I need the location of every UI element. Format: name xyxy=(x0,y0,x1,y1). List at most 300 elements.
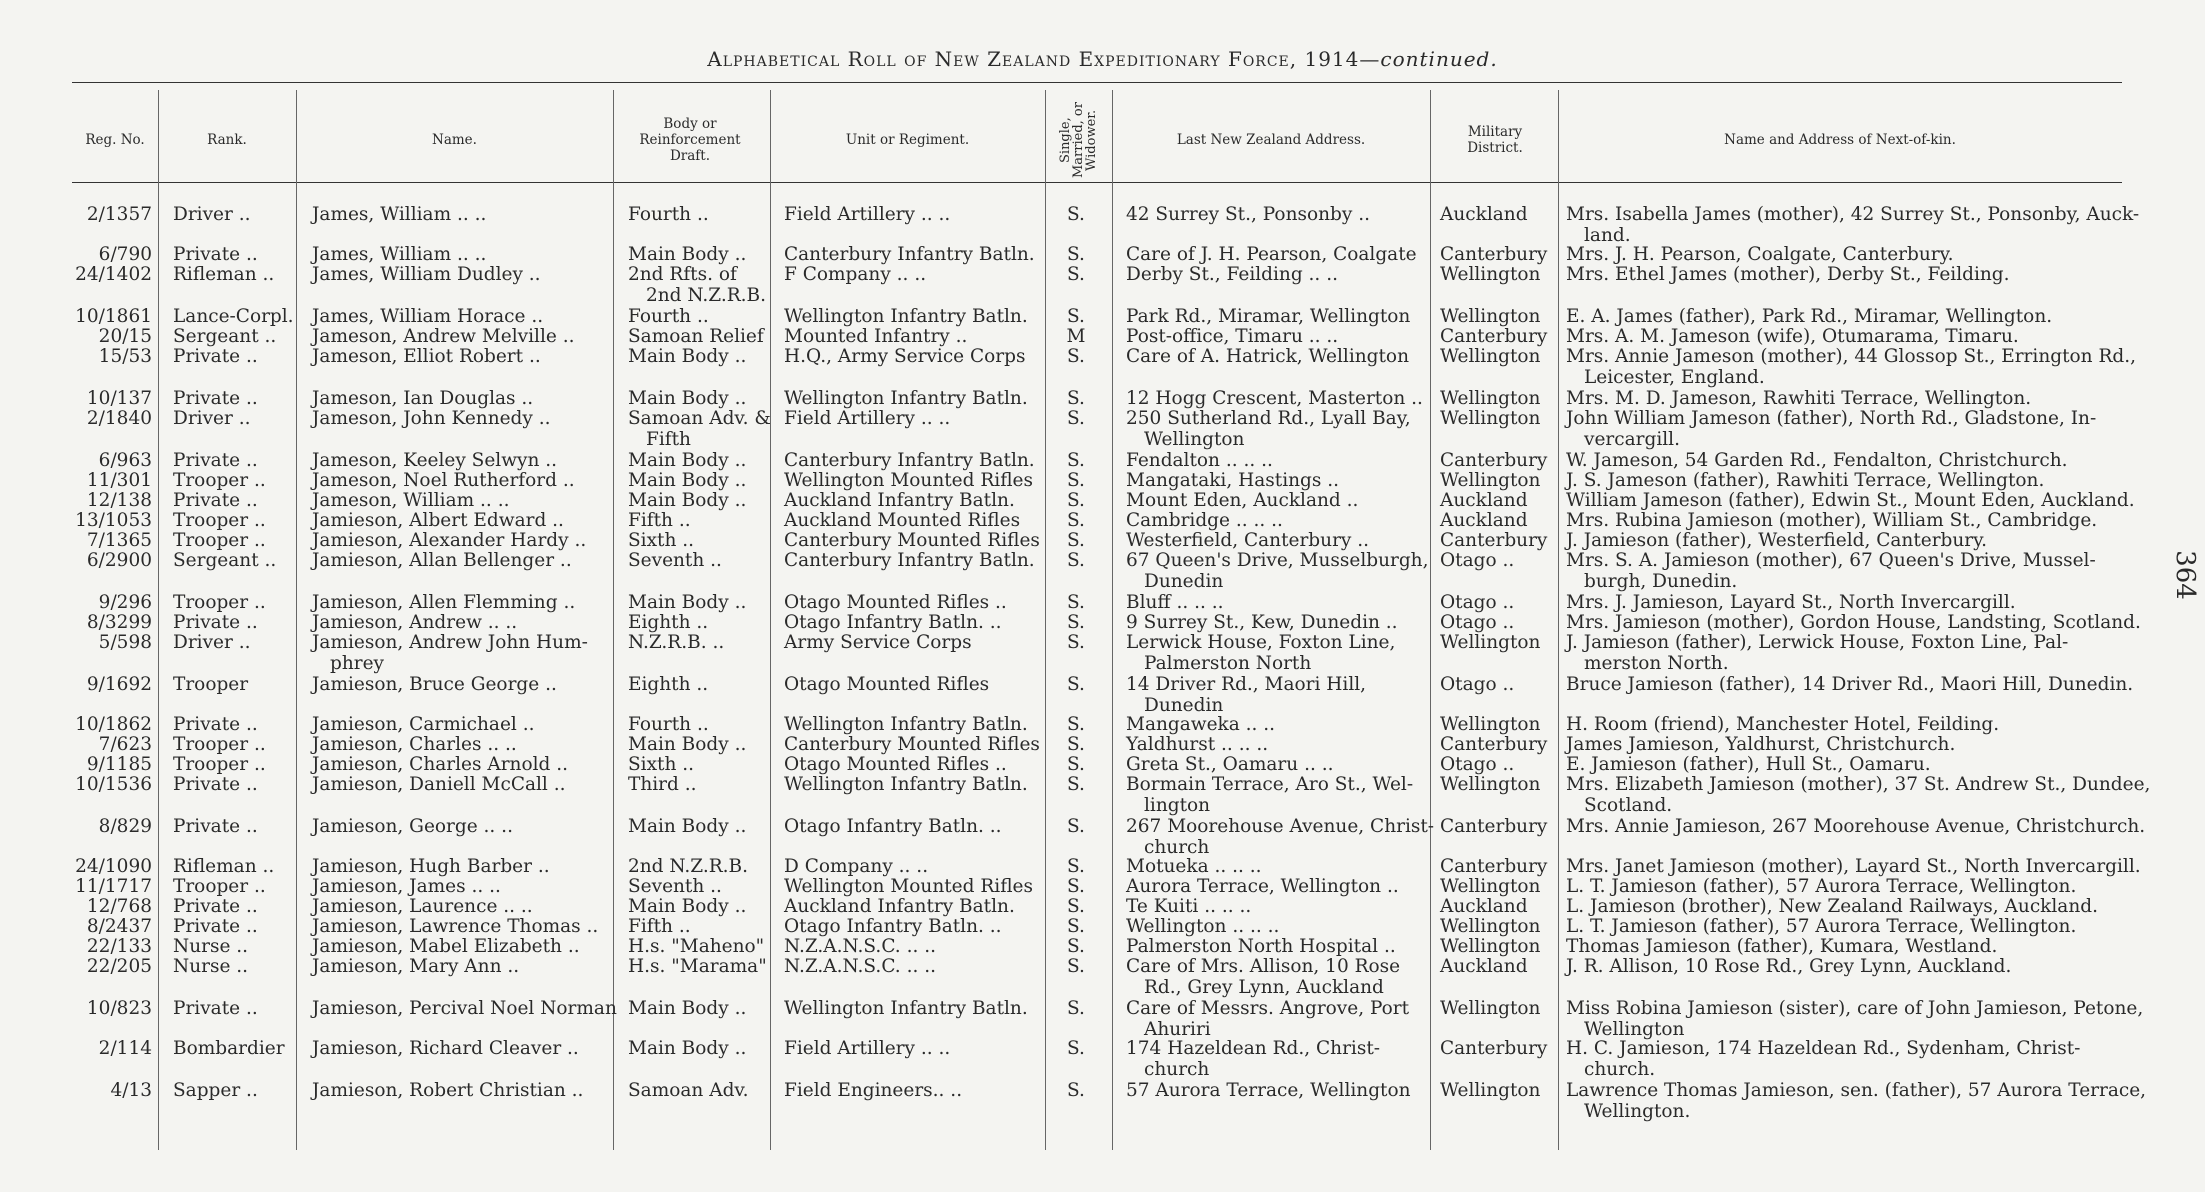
cell-reg: 7/623 xyxy=(98,734,152,755)
cell-name: Jamieson, Bruce George .. xyxy=(312,674,557,695)
cell-body: 2nd N.Z.R.B. xyxy=(628,856,748,877)
cell-kin: Mrs. S. A. Jamieson (mother), 67 Queen's Drive, Mussel- burgh, Dunedin. xyxy=(1566,550,2096,592)
cell-addr: Wellington .. .. .. xyxy=(1126,916,1280,937)
cell-body: Eighth .. xyxy=(628,674,709,695)
cell-name: Jamieson, Laurence .. .. xyxy=(312,896,533,917)
top-rule xyxy=(72,82,2122,83)
cell-smw: S. xyxy=(1067,530,1085,551)
cell-kin: Mrs. Janet Jamieson (mother), Layard St., North Invercargill. xyxy=(1566,856,2141,877)
cell-dist: Auckland xyxy=(1440,204,1528,225)
cell-kin: James Jamieson, Yaldhurst, Christchurch. xyxy=(1566,734,1956,755)
cell-rank: Private .. xyxy=(173,346,258,367)
cell-kin: H. Room (friend), Manchester Hotel, Feilding. xyxy=(1566,714,2000,735)
cell-addr: Yaldhurst .. .. .. xyxy=(1126,734,1269,755)
cell-rank: Lance-Corpl. xyxy=(173,306,294,327)
cell-smw: S. xyxy=(1067,998,1085,1019)
cell-reg: 2/114 xyxy=(98,1038,152,1059)
cell-unit: Wellington Infantry Batln. xyxy=(784,306,1028,327)
cell-dist: Otago .. xyxy=(1440,550,1515,571)
cell-rank: Bombardier xyxy=(173,1038,285,1059)
cell-kin: J. R. Allison, 10 Rose Rd., Grey Lynn, Auckland. xyxy=(1566,956,2012,977)
cell-unit: Otago Infantry Batln. .. xyxy=(784,816,1002,837)
cell-rank: Sergeant .. xyxy=(173,550,277,571)
cell-name: Jameson, Andrew Melville .. xyxy=(312,326,575,347)
cell-kin: Mrs. Elizabeth Jamieson (mother), 37 St. Andrew St., Dundee, Scotland. xyxy=(1566,774,2151,816)
cell-addr: 42 Surrey St., Ponsonby .. xyxy=(1126,204,1370,225)
cell-smw: S. xyxy=(1067,632,1085,653)
cell-rank: Trooper .. xyxy=(173,510,266,531)
cell-body: Main Body .. xyxy=(628,896,747,917)
cell-body: Main Body .. xyxy=(628,388,747,409)
cell-smw: S. xyxy=(1067,244,1085,265)
cell-reg: 11/301 xyxy=(86,470,152,491)
cell-rank: Rifleman .. xyxy=(173,264,275,285)
cell-rank: Nurse .. xyxy=(173,956,249,977)
cell-rank: Trooper .. xyxy=(173,530,266,551)
cell-reg: 20/15 xyxy=(98,326,152,347)
cell-smw: S. xyxy=(1067,612,1085,633)
cell-body: Main Body .. xyxy=(628,244,747,265)
cell-reg: 6/790 xyxy=(98,244,152,265)
cell-dist: Wellington xyxy=(1440,470,1541,491)
cell-reg: 9/1692 xyxy=(86,674,152,695)
cell-smw: S. xyxy=(1067,734,1085,755)
cell-name: Jameson, Noel Rutherford .. xyxy=(312,470,575,491)
header-reg-no: Reg. No. xyxy=(85,132,145,148)
cell-name: James, William Horace .. xyxy=(312,306,544,327)
cell-kin: L. Jamieson (brother), New Zealand Railways, Auckland. xyxy=(1566,896,2098,917)
cell-reg: 12/768 xyxy=(86,896,152,917)
page-number: 364 xyxy=(2169,550,2200,600)
cell-rank: Trooper .. xyxy=(173,734,266,755)
cell-name: Jamieson, Lawrence Thomas .. xyxy=(312,916,599,937)
cell-reg: 8/2437 xyxy=(86,916,152,937)
cell-addr: Te Kuiti .. .. .. xyxy=(1126,896,1252,917)
cell-body: Fourth .. xyxy=(628,204,709,225)
cell-kin: Bruce Jamieson (father), 14 Driver Rd., Maori Hill, Dunedin. xyxy=(1566,674,2134,695)
cell-body: Main Body .. xyxy=(628,470,747,491)
cell-reg: 13/1053 xyxy=(75,510,152,531)
cell-addr: Mangataki, Hastings .. xyxy=(1126,470,1340,491)
cell-unit: Mounted Infantry .. xyxy=(784,326,968,347)
cell-dist: Wellington xyxy=(1440,346,1541,367)
cell-addr: 267 Moorehouse Avenue, Christ- church xyxy=(1126,816,1435,858)
cell-name: Jamieson, Daniell McCall .. xyxy=(312,774,566,795)
cell-body: Seventh .. xyxy=(628,550,722,571)
cell-reg: 10/137 xyxy=(86,388,152,409)
cell-kin: Mrs. Annie Jameson (mother), 44 Glossop St., Errington Rd., Leicester, England. xyxy=(1566,346,2136,388)
cell-addr: Greta St., Oamaru .. .. xyxy=(1126,754,1334,775)
cell-dist: Otago .. xyxy=(1440,674,1515,695)
cell-unit: D Company .. .. xyxy=(784,856,929,877)
cell-dist: Otago .. xyxy=(1440,592,1515,613)
header-body-draft: Body or Reinforcement Draft. xyxy=(639,116,741,164)
cell-rank: Private .. xyxy=(173,490,258,511)
cell-body: Main Body .. xyxy=(628,734,747,755)
cell-kin: E. A. James (father), Park Rd., Miramar, Wellington. xyxy=(1566,306,2053,327)
cell-dist: Wellington xyxy=(1440,632,1541,653)
cell-smw: S. xyxy=(1067,510,1085,531)
cell-name: Jameson, Ian Douglas .. xyxy=(312,388,534,409)
cell-kin: Mrs. J. Jamieson, Layard St., North Invercargill. xyxy=(1566,592,2016,613)
column-divider xyxy=(296,90,297,1150)
cell-body: Main Body .. xyxy=(628,490,747,511)
cell-smw: S. xyxy=(1067,956,1085,977)
cell-rank: Private .. xyxy=(173,998,258,1019)
cell-name: James, William .. .. xyxy=(312,244,487,265)
cell-rank: Trooper xyxy=(173,674,249,695)
cell-smw: S. xyxy=(1067,714,1085,735)
cell-rank: Private .. xyxy=(173,612,258,633)
cell-name: Jamieson, Allan Bellenger .. xyxy=(312,550,572,571)
cell-smw: S. xyxy=(1067,674,1085,695)
cell-name: Jamieson, Alexander Hardy .. xyxy=(312,530,587,551)
cell-reg: 10/1861 xyxy=(75,306,152,327)
cell-kin: Miss Robina Jamieson (sister), care of John Jamieson, Petone, Wellington xyxy=(1566,998,2144,1040)
cell-name: Jamieson, Richard Cleaver .. xyxy=(312,1038,579,1059)
cell-reg: 9/296 xyxy=(98,592,152,613)
column-divider xyxy=(770,90,771,1150)
cell-name: Jameson, William .. .. xyxy=(312,490,510,511)
cell-body: Sixth .. xyxy=(628,754,695,775)
cell-body: Samoan Adv. xyxy=(628,1080,749,1101)
cell-addr: Bluff .. .. .. xyxy=(1126,592,1224,613)
cell-addr: 57 Aurora Terrace, Wellington xyxy=(1126,1080,1411,1101)
cell-kin: L. T. Jamieson (father), 57 Aurora Terrace, Wellington. xyxy=(1566,876,2077,897)
cell-smw: S. xyxy=(1067,856,1085,877)
cell-dist: Canterbury xyxy=(1440,856,1548,877)
cell-name: Jamieson, George .. .. xyxy=(312,816,513,837)
cell-reg: 2/1840 xyxy=(86,408,152,429)
cell-smw: S. xyxy=(1067,876,1085,897)
cell-kin: J. Jamieson (father), Westerfield, Canterbury. xyxy=(1566,530,1988,551)
cell-unit: Wellington Mounted Rifles xyxy=(784,470,1033,491)
header-military-district: Military District. xyxy=(1467,124,1523,156)
cell-unit: Canterbury Mounted Rifles xyxy=(784,530,1040,551)
cell-addr: 9 Surrey St., Kew, Dunedin .. xyxy=(1126,612,1398,633)
cell-unit: Field Artillery .. .. xyxy=(784,1038,951,1059)
cell-name: Jameson, Keeley Selwyn .. xyxy=(312,450,558,471)
cell-rank: Driver .. xyxy=(173,632,251,653)
cell-smw: M xyxy=(1066,326,1086,347)
cell-addr: Westerfield, Canterbury .. xyxy=(1126,530,1370,551)
cell-reg: 8/3299 xyxy=(86,612,152,633)
cell-body: Main Body .. xyxy=(628,592,747,613)
cell-rank: Private .. xyxy=(173,244,258,265)
cell-kin: H. C. Jamieson, 174 Hazeldean Rd., Sydenham, Christ- church. xyxy=(1566,1038,2081,1080)
cell-name: Jamieson, Hugh Barber .. xyxy=(312,856,550,877)
cell-name: Jamieson, Percival Noel Norman xyxy=(312,998,617,1019)
cell-addr: Mangaweka .. .. xyxy=(1126,714,1276,735)
column-divider xyxy=(158,90,159,1150)
cell-rank: Driver .. xyxy=(173,204,251,225)
cell-reg: 12/138 xyxy=(86,490,152,511)
cell-dist: Wellington xyxy=(1440,306,1541,327)
cell-smw: S. xyxy=(1067,754,1085,775)
cell-name: Jamieson, Andrew .. .. xyxy=(312,612,518,633)
header-last-address: Last New Zealand Address. xyxy=(1176,132,1366,148)
cell-addr: Derby St., Feilding .. .. xyxy=(1126,264,1338,285)
cell-dist: Otago .. xyxy=(1440,612,1515,633)
cell-body: H.s. "Maheno" xyxy=(628,936,765,957)
cell-addr: Care of Messrs. Angrove, Port Ahuriri xyxy=(1126,998,1410,1040)
cell-dist: Auckland xyxy=(1440,490,1528,511)
cell-dist: Canterbury xyxy=(1440,244,1548,265)
cell-unit: Otago Mounted Rifles xyxy=(784,674,990,695)
column-divider xyxy=(613,90,614,1150)
cell-body: Fourth .. xyxy=(628,306,709,327)
cell-unit: Field Artillery .. .. xyxy=(784,408,951,429)
cell-rank: Trooper .. xyxy=(173,592,266,613)
cell-dist: Wellington xyxy=(1440,408,1541,429)
cell-name: Jamieson, James .. .. xyxy=(312,876,501,897)
cell-smw: S. xyxy=(1067,592,1085,613)
cell-smw: S. xyxy=(1067,1038,1085,1059)
cell-addr: 12 Hogg Crescent, Masterton .. xyxy=(1126,388,1423,409)
cell-unit: Otago Mounted Rifles .. xyxy=(784,754,1007,775)
cell-name: James, William .. .. xyxy=(312,204,487,225)
cell-addr: Mount Eden, Auckland .. xyxy=(1126,490,1359,511)
cell-unit: Otago Mounted Rifles .. xyxy=(784,592,1007,613)
cell-unit: Canterbury Infantry Batln. xyxy=(784,450,1035,471)
cell-smw: S. xyxy=(1067,450,1085,471)
cell-kin: W. Jameson, 54 Garden Rd., Fendalton, Christchurch. xyxy=(1566,450,2068,471)
cell-unit: Army Service Corps xyxy=(784,632,972,653)
cell-smw: S. xyxy=(1067,388,1085,409)
cell-dist: Canterbury xyxy=(1440,1038,1548,1059)
cell-smw: S. xyxy=(1067,936,1085,957)
cell-smw: S. xyxy=(1067,264,1085,285)
cell-kin: Mrs. A. M. Jameson (wife), Otumarama, Timaru. xyxy=(1566,326,2019,347)
cell-unit: Wellington Infantry Batln. xyxy=(784,998,1028,1019)
cell-addr: Cambridge .. .. .. xyxy=(1126,510,1283,531)
cell-kin: Mrs. Isabella James (mother), 42 Surrey St., Ponsonby, Auck- land. xyxy=(1566,204,2140,246)
cell-unit: Canterbury Mounted Rifles xyxy=(784,734,1040,755)
cell-body: Main Body .. xyxy=(628,998,747,1019)
cell-addr: Care of A. Hatrick, Wellington xyxy=(1126,346,1409,367)
cell-rank: Nurse .. xyxy=(173,936,249,957)
cell-rank: Private .. xyxy=(173,816,258,837)
cell-reg: 2/1357 xyxy=(86,204,152,225)
header-rank: Rank. xyxy=(207,132,247,148)
cell-addr: 250 Sutherland Rd., Lyall Bay, Wellington xyxy=(1126,408,1411,450)
cell-unit: Wellington Infantry Batln. xyxy=(784,388,1028,409)
cell-smw: S. xyxy=(1067,550,1085,571)
cell-body: Main Body .. xyxy=(628,816,747,837)
cell-body: Main Body .. xyxy=(628,346,747,367)
cell-rank: Private .. xyxy=(173,450,258,471)
cell-rank: Sergeant .. xyxy=(173,326,277,347)
cell-kin: J. Jamieson (father), Lerwick House, Foxton Line, Pal- merston North. xyxy=(1566,632,2069,674)
cell-reg: 6/2900 xyxy=(86,550,152,571)
cell-name: Jamieson, Charles Arnold .. xyxy=(312,754,569,775)
cell-addr: Lerwick House, Foxton Line, Palmerston North xyxy=(1126,632,1396,674)
cell-reg: 7/1365 xyxy=(86,530,152,551)
cell-kin: Mrs. M. D. Jameson, Rawhiti Terrace, Wellington. xyxy=(1566,388,2032,409)
cell-rank: Private .. xyxy=(173,896,258,917)
cell-name: Jamieson, Charles .. .. xyxy=(312,734,517,755)
header-unit: Unit or Regiment. xyxy=(845,132,970,148)
cell-reg: 24/1402 xyxy=(75,264,152,285)
cell-kin: Lawrence Thomas Jamieson, sen. (father), 57 Aurora Terrace, Wellington. xyxy=(1566,1080,2147,1122)
column-divider xyxy=(1430,90,1431,1150)
cell-addr: Post-office, Timaru .. .. xyxy=(1126,326,1339,347)
cell-reg: 10/1862 xyxy=(75,714,152,735)
cell-unit: Otago Infantry Batln. .. xyxy=(784,916,1002,937)
column-divider xyxy=(1045,90,1046,1150)
cell-name: Jamieson, Mabel Elizabeth .. xyxy=(312,936,580,957)
cell-smw: S. xyxy=(1067,408,1085,429)
cell-dist: Wellington xyxy=(1440,916,1541,937)
cell-reg: 11/1717 xyxy=(75,876,152,897)
cell-name: Jamieson, Carmichael .. xyxy=(312,714,535,735)
cell-unit: Wellington Infantry Batln. xyxy=(784,774,1028,795)
cell-dist: Auckland xyxy=(1440,510,1528,531)
cell-kin: Mrs. Annie Jamieson, 267 Moorehouse Avenue, Christchurch. xyxy=(1566,816,2146,837)
cell-unit: Wellington Mounted Rifles xyxy=(784,876,1033,897)
cell-addr: 14 Driver Rd., Maori Hill, Dunedin xyxy=(1126,674,1367,716)
cell-smw: S. xyxy=(1067,306,1085,327)
cell-body: Main Body .. xyxy=(628,450,747,471)
cell-unit: Field Artillery .. .. xyxy=(784,204,951,225)
cell-dist: Wellington xyxy=(1440,998,1541,1019)
cell-dist: Canterbury xyxy=(1440,326,1548,347)
cell-name: Jamieson, Robert Christian .. xyxy=(312,1080,584,1101)
cell-dist: Canterbury xyxy=(1440,734,1548,755)
cell-dist: Auckland xyxy=(1440,896,1528,917)
header-name: Name. xyxy=(432,132,477,148)
header-next-of-kin: Name and Address of Next-of-kin. xyxy=(1724,132,1956,148)
cell-kin: William Jameson (father), Edwin St., Mount Eden, Auckland. xyxy=(1566,490,2135,511)
cell-rank: Trooper .. xyxy=(173,876,266,897)
cell-reg: 4/13 xyxy=(110,1080,152,1101)
cell-smw: S. xyxy=(1067,204,1085,225)
cell-body: Eighth .. xyxy=(628,612,709,633)
cell-reg: 6/963 xyxy=(98,450,152,471)
column-divider xyxy=(1558,90,1559,1150)
cell-kin: L. T. Jamieson (father), 57 Aurora Terrace, Wellington. xyxy=(1566,916,2077,937)
cell-unit: F Company .. .. xyxy=(784,264,927,285)
column-divider xyxy=(1112,90,1113,1150)
cell-addr: Motueka .. .. .. xyxy=(1126,856,1262,877)
cell-reg: 10/1536 xyxy=(75,774,152,795)
cell-addr: 67 Queen's Drive, Musselburgh, Dunedin xyxy=(1126,550,1429,592)
cell-rank: Private .. xyxy=(173,774,258,795)
cell-dist: Wellington xyxy=(1440,264,1541,285)
cell-name: Jamieson, Allen Flemming .. xyxy=(312,592,576,613)
cell-dist: Wellington xyxy=(1440,714,1541,735)
cell-unit: N.Z.A.N.S.C. .. .. xyxy=(784,956,936,977)
cell-unit: H.Q., Army Service Corps xyxy=(784,346,1026,367)
cell-body: Main Body .. xyxy=(628,1038,747,1059)
cell-rank: Trooper .. xyxy=(173,470,266,491)
cell-rank: Driver .. xyxy=(173,408,251,429)
cell-smw: S. xyxy=(1067,896,1085,917)
header-marital-status: Single, Married, or Widower. xyxy=(1058,102,1099,178)
cell-kin: J. S. Jameson (father), Rawhiti Terrace, Wellington. xyxy=(1566,470,2045,491)
cell-unit: Wellington Infantry Batln. xyxy=(784,714,1028,735)
cell-kin: Mrs. Rubina Jamieson (mother), William St., Cambridge. xyxy=(1566,510,2098,531)
cell-smw: S. xyxy=(1067,774,1085,795)
cell-unit: Auckland Infantry Batln. xyxy=(784,490,1015,511)
cell-dist: Canterbury xyxy=(1440,450,1548,471)
cell-reg: 5/598 xyxy=(98,632,152,653)
cell-reg: 10/823 xyxy=(86,998,152,1019)
cell-rank: Private .. xyxy=(173,714,258,735)
cell-dist: Canterbury xyxy=(1440,816,1548,837)
cell-kin: Mrs. Jamieson (mother), Gordon House, Landsting, Scotland. xyxy=(1566,612,2141,633)
cell-unit: Otago Infantry Batln. .. xyxy=(784,612,1002,633)
cell-body: Samoan Relief xyxy=(628,326,764,347)
cell-smw: S. xyxy=(1067,916,1085,937)
cell-body: Fifth .. xyxy=(628,510,691,531)
cell-name: Jamieson, Albert Edward .. xyxy=(312,510,564,531)
cell-rank: Private .. xyxy=(173,388,258,409)
cell-body: N.Z.R.B. .. xyxy=(628,632,725,653)
cell-name: Jameson, John Kennedy .. xyxy=(312,408,551,429)
cell-unit: Canterbury Infantry Batln. xyxy=(784,550,1035,571)
cell-kin: John William Jameson (father), North Rd., Gladstone, In- vercargill. xyxy=(1566,408,2097,450)
cell-reg: 24/1090 xyxy=(75,856,152,877)
cell-name: James, William Dudley .. xyxy=(312,264,541,285)
cell-reg: 9/1185 xyxy=(86,754,152,775)
cell-addr: Palmerston North Hospital .. xyxy=(1126,936,1396,957)
cell-dist: Canterbury xyxy=(1440,530,1548,551)
cell-addr: Park Rd., Miramar, Wellington xyxy=(1126,306,1411,327)
cell-body: Fourth .. xyxy=(628,714,709,735)
cell-reg: 22/205 xyxy=(86,956,152,977)
cell-body: H.s. "Marama" xyxy=(628,956,767,977)
cell-rank: Rifleman .. xyxy=(173,856,275,877)
cell-reg: 8/829 xyxy=(98,816,152,837)
cell-dist: Wellington xyxy=(1440,936,1541,957)
cell-addr: Bormain Terrace, Aro St., Wel- lington xyxy=(1126,774,1414,816)
cell-dist: Auckland xyxy=(1440,956,1528,977)
cell-rank: Trooper .. xyxy=(173,754,266,775)
cell-body: Third .. xyxy=(628,774,697,795)
cell-unit: N.Z.A.N.S.C. .. .. xyxy=(784,936,936,957)
cell-dist: Wellington xyxy=(1440,1080,1541,1101)
cell-addr: Care of Mrs. Allison, 10 Rose Rd., Grey Lynn, Auckland xyxy=(1126,956,1401,998)
cell-dist: Wellington xyxy=(1440,876,1541,897)
cell-dist: Otago .. xyxy=(1440,754,1515,775)
cell-smw: S. xyxy=(1067,1080,1085,1101)
cell-dist: Wellington xyxy=(1440,774,1541,795)
page-title: Alphabetical Roll of New Zealand Expeditionary Force, 1914—continued. xyxy=(707,47,1498,71)
cell-smw: S. xyxy=(1067,470,1085,491)
cell-smw: S. xyxy=(1067,816,1085,837)
cell-rank: Private .. xyxy=(173,916,258,937)
cell-unit: Canterbury Infantry Batln. xyxy=(784,244,1035,265)
cell-reg: 22/133 xyxy=(86,936,152,957)
cell-addr: 174 Hazeldean Rd., Christ- church xyxy=(1126,1038,1381,1080)
cell-unit: Auckland Mounted Rifles xyxy=(784,510,1021,531)
cell-kin: Thomas Jamieson (father), Kumara, Westland. xyxy=(1566,936,1998,957)
cell-smw: S. xyxy=(1067,346,1085,367)
cell-name: Jameson, Elliot Robert .. xyxy=(312,346,541,367)
cell-kin: E. Jamieson (father), Hull St., Oamaru. xyxy=(1566,754,1931,775)
cell-smw: S. xyxy=(1067,490,1085,511)
cell-body: Fifth .. xyxy=(628,916,691,937)
cell-name: Jamieson, Mary Ann .. xyxy=(312,956,520,977)
cell-body: Samoan Adv. & Fifth xyxy=(628,408,771,450)
cell-kin: Mrs. Ethel James (mother), Derby St., Feilding. xyxy=(1566,264,2010,285)
cell-addr: Aurora Terrace, Wellington .. xyxy=(1126,876,1399,897)
cell-unit: Auckland Infantry Batln. xyxy=(784,896,1015,917)
cell-addr: Care of J. H. Pearson, Coalgate xyxy=(1126,244,1417,265)
cell-reg: 15/53 xyxy=(98,346,152,367)
cell-body: Sixth .. xyxy=(628,530,695,551)
